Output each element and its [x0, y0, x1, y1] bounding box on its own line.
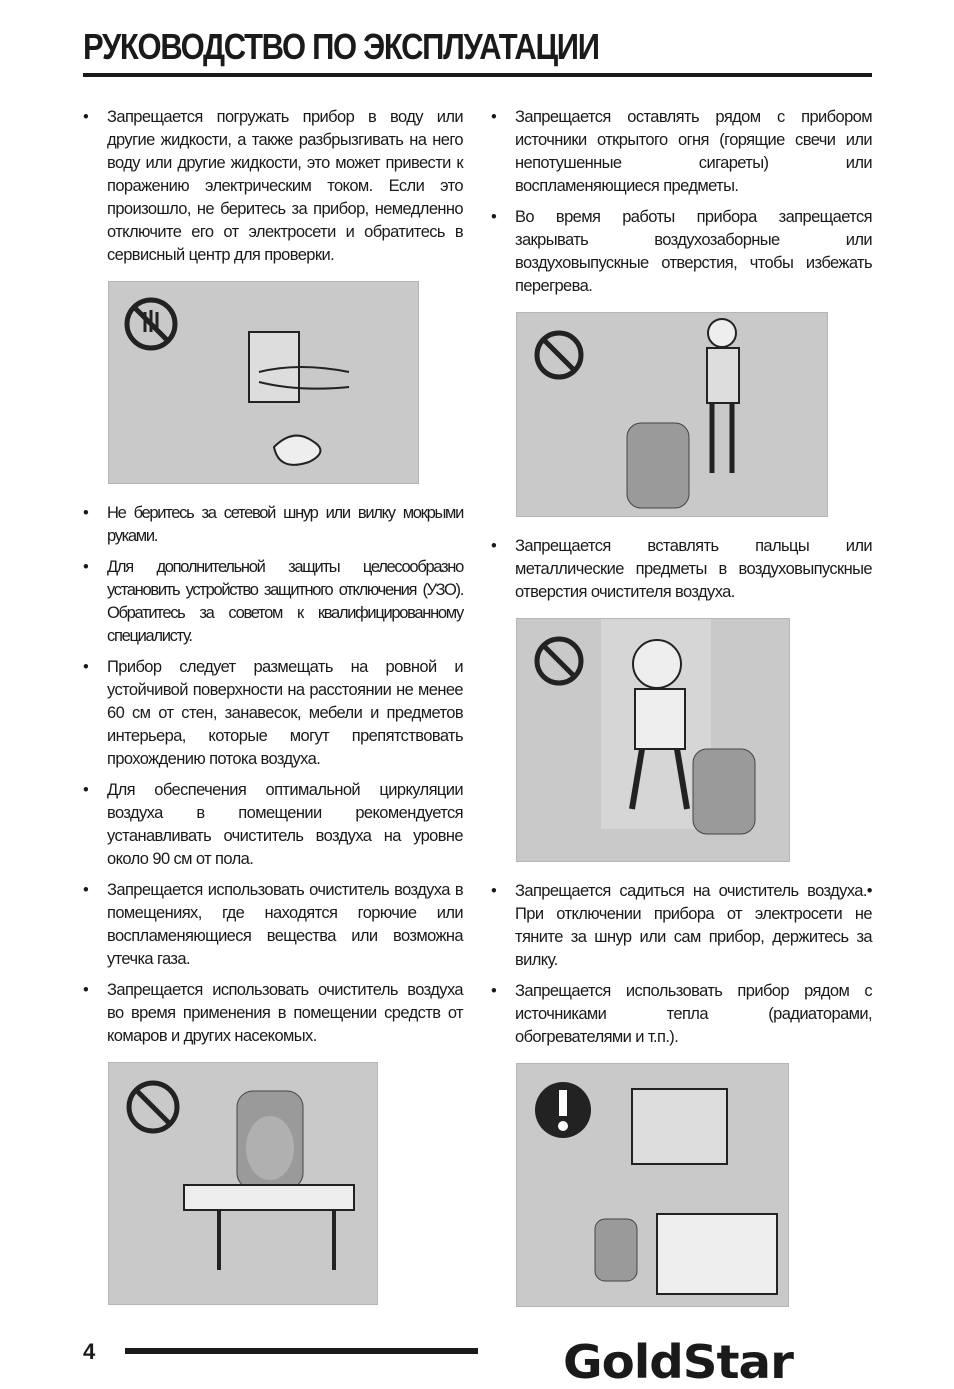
warning-open-fire: • Запрещается оставлять рядом с прибором источники открытого огня (горящие свечи или непотушенные сигареты) или воспламеняющиеся предметы.	[491, 106, 872, 198]
warning-height: • Для обеспечения оптимальной циркуляции воздуха в помещении рекомендуется устанавливать очиститель воздуха на уровне около 90 см от пола.	[83, 779, 463, 871]
right-column	[491, 106, 872, 1325]
prohibited-icon	[517, 619, 789, 861]
page-title: РУКОВОДСТВО ПО ЭКСПЛУАТАЦИИ	[83, 26, 599, 67]
warning-wet-hands: • Не беритесь за сетевой шнур или вилку мокрыми руками.	[83, 502, 463, 548]
illustration-boy-sitting	[516, 618, 790, 862]
left-column	[83, 106, 463, 1323]
warning-block-vents: • Во время работы прибора запрещается закрывать воздухозаборные или воздуховыпускные отверстия, чтобы избежать перегрева.	[491, 206, 872, 298]
no-spray-icon	[109, 1063, 377, 1304]
warning-heat-sources: • Запрещается использовать прибор рядом с источниками тепла (радиаторами, обогревателями и т.п.).	[491, 980, 872, 1049]
illustration-wet-hands-socket	[108, 281, 419, 484]
warning-sitting-cord: • Запрещается садиться на очиститель воздуха.• При отключении прибора от электросети не тяните за шнур или сам прибор, держитесь за вилку.	[491, 880, 872, 972]
illustration-kitchen	[516, 1063, 789, 1307]
warning-water: • Запрещается погружать прибор в воду или другие жидкости, а также разбрызгивать на него воду или другие жидкости, это может привести к поражению электрическим током. Если это произошло, не беритесь за прибор, немедленно отключите его от электросети и обратитесь в сервисный центр для проверки.	[83, 106, 463, 267]
footer-bar	[125, 1348, 478, 1354]
exclamation-icon	[517, 1064, 788, 1306]
warning-placement: • Прибор следует размещать на ровной и устойчивой поверхности на расстоянии не менее 60 см от стен, занавесок, мебели и предметов интерьера, которые могут препятствовать прохождению потока воздуха.	[83, 656, 463, 771]
illustration-boy-near-purifier	[516, 312, 828, 517]
warning-insecticides: • Запрещается использовать очиститель воздуха во время применения в помещении средств от комаров и других насекомых.	[83, 979, 463, 1048]
warning-flammable: • Запрещается использовать очиститель воздуха в помещениях, где находятся горючие или воспламеняющиеся вещества или возможна утечка газа.	[83, 879, 463, 971]
warning-fingers: • Запрещается вставлять пальцы или металлические предметы в воздуховыпускные отверстия очистителя воздуха.	[491, 535, 872, 604]
columns	[0, 106, 954, 1325]
warning-rcd: • Для дополнительной защиты целесообразно установить устройство защитного отключения (УЗО). Обратитесь за советом к квалифицированному специалисту.	[83, 556, 463, 648]
page-footer	[0, 1335, 954, 1389]
illustration-purifier-on-table	[108, 1062, 378, 1305]
prohibited-icon	[517, 313, 827, 516]
page-number: 4	[83, 1339, 96, 1364]
no-touch-icon	[109, 282, 418, 483]
brand-logo: GoldStar	[563, 1335, 793, 1389]
